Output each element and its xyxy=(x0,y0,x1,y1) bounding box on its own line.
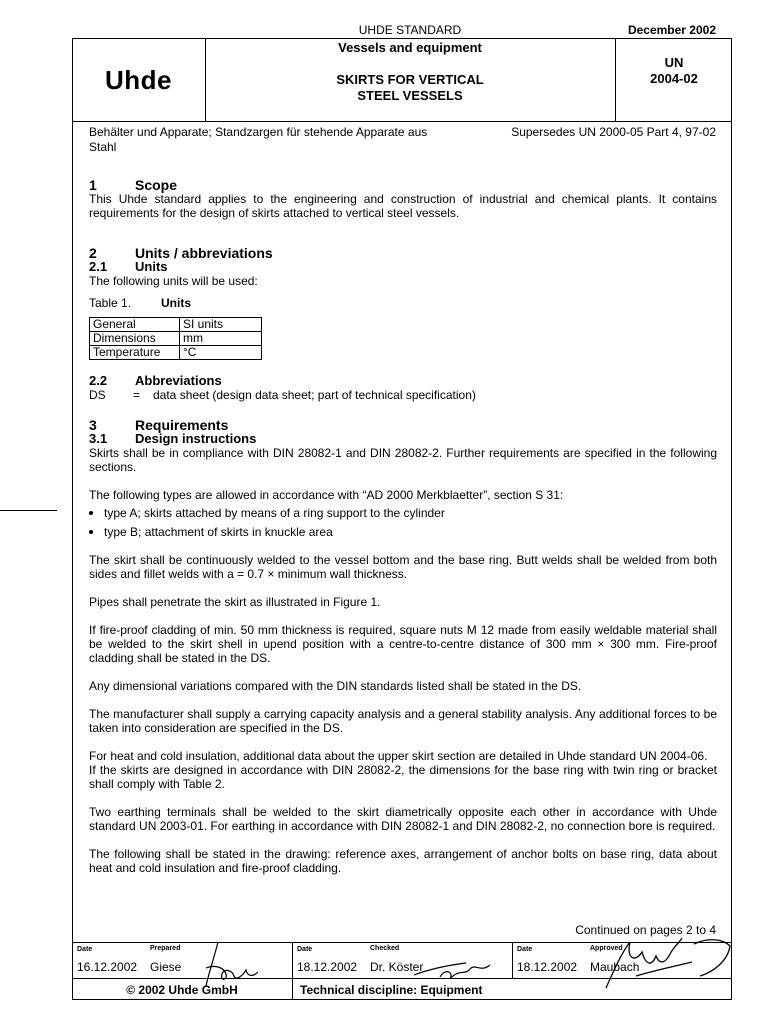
paragraph: Pipes shall penetrate the skirt as illustrated in Figure 1. xyxy=(89,595,381,609)
scope-text: This Uhde standard applies to the engineering and construction of industrial and chemical plants. It contains requirements for the design of skirts attached to vertical steel vessels. xyxy=(89,192,717,220)
section-number: 2.2 xyxy=(89,373,108,388)
paragraph: For heat and cold insulation, additional data about the upper skirt section are detailed in Uhde standard UN 2004-06. xyxy=(89,749,708,763)
footer-divider xyxy=(292,942,293,1000)
signature-prepared xyxy=(196,938,266,988)
abbreviation-row xyxy=(89,388,717,402)
section-title: Scope xyxy=(135,177,178,193)
doc-prefix: UN xyxy=(664,55,684,70)
section-3-heading xyxy=(89,418,717,432)
prepared-name: Giese xyxy=(150,960,182,974)
copyright: © 2002 Uhde GmbH xyxy=(126,983,238,997)
german-title: Behälter und Apparate; Standzargen für stehende Apparate aus Stahl xyxy=(89,125,428,154)
table-number: Table 1. xyxy=(89,296,132,310)
paragraph: Skirts shall be in compliance with DIN 28082-1 and DIN 28082-2. Further requirements are specified in the following sections. xyxy=(89,446,717,474)
abbreviation-equals: = xyxy=(133,388,141,402)
table-cell: °C xyxy=(180,346,262,360)
list-item xyxy=(89,506,717,520)
list-item xyxy=(89,525,717,539)
doc-number-block xyxy=(616,55,732,87)
header-category: Vessels and equipment xyxy=(338,40,482,55)
uhde-logo: Uhde xyxy=(105,64,172,95)
paragraph: The following shall be stated in the drawing: reference axes, arrangement of anchor bolts on base ring, data about heat and cold insulation and fire-proof cladding. xyxy=(89,847,717,875)
section-number: 3 xyxy=(89,417,97,433)
section-2-1-heading xyxy=(89,260,717,274)
paragraph: If fire-proof cladding of min. 50 mm thickness is required, square nuts M 12 made from easily weldable material shall be welded to the skirt shell in upend position with a centre-to-centre distance of 300 mm × 300 mm. Fire-proof cladding shall be stated in the DS. xyxy=(89,623,717,665)
section-title: Design instructions xyxy=(135,431,257,446)
table-caption xyxy=(89,296,717,310)
table-cell: SI units xyxy=(180,318,262,332)
footer-divider xyxy=(512,942,513,978)
paragraph: The manufacturer shall supply a carrying capacity analysis and a general stability analysis. Any additional forces to be taken into consideration are specified in the DS. xyxy=(89,707,717,735)
section-2-heading xyxy=(89,246,717,260)
bullet-icon xyxy=(89,511,93,515)
paragraph: Any dimensional variations compared with the DIN standards listed shall be stated in the DS. xyxy=(89,679,582,693)
abbreviation-value: data sheet (design data sheet; part of technical specification) xyxy=(153,388,476,402)
section-number: 3.1 xyxy=(89,431,108,446)
signature-approved xyxy=(596,932,736,994)
document-body xyxy=(89,178,717,875)
section-title: Abbreviations xyxy=(135,373,222,388)
table-cell: Temperature xyxy=(90,346,180,360)
approved-name: Maubach xyxy=(590,960,640,974)
issue-date: December 2002 xyxy=(627,23,716,37)
signature-checked xyxy=(410,955,500,985)
approved-date: 18.12.2002 xyxy=(517,960,578,974)
abbreviation-key: DS xyxy=(89,388,106,402)
checked-name: Dr. Köster xyxy=(370,960,424,974)
table-row xyxy=(90,332,262,346)
table-row xyxy=(90,346,262,360)
section-1-heading xyxy=(89,178,717,192)
continued-note: Continued on pages 2 to 4 xyxy=(575,923,716,937)
footer-label-prepared: Prepared xyxy=(150,945,181,952)
table-cell: General xyxy=(90,318,180,332)
table-row xyxy=(90,318,262,332)
technical-discipline: Technical discipline: Equipment xyxy=(300,983,483,997)
section-title: Units xyxy=(135,259,168,274)
checked-date: 18.12.2002 xyxy=(297,960,358,974)
footer-label-date: Date xyxy=(517,946,533,953)
section-title: Units / abbreviations xyxy=(135,245,273,261)
paragraph: The skirt shall be continuously welded to the vessel bottom and the base ring. Butt welds shall be welded from both sides and fillet welds with a = 0.7 × minimum wall thickness. xyxy=(89,553,717,581)
units-intro: The following units will be used: xyxy=(89,274,258,288)
section-number: 1 xyxy=(89,177,97,193)
table-cell: mm xyxy=(180,332,262,346)
section-3-1-heading xyxy=(89,432,717,446)
bullet-icon xyxy=(89,530,93,534)
footer-label-checked: Checked xyxy=(370,945,400,952)
paragraph: The following types are allowed in accordance with “AD 2000 Merkblaetter”, section S 31: xyxy=(89,488,564,502)
section-number: 2.1 xyxy=(89,259,108,274)
standard-label: UHDE STANDARD xyxy=(358,23,462,37)
table-title: Units xyxy=(161,296,191,310)
list-item-text: type A; skirts attached by means of a ring support to the cylinder xyxy=(104,506,445,520)
section-number: 2 xyxy=(89,245,97,261)
header-title-line1: SKIRTS FOR VERTICAL xyxy=(336,72,484,87)
units-table xyxy=(89,317,262,360)
supersedes-note: Supersedes UN 2000-05 Part 4, 97-02 xyxy=(511,125,716,139)
section-title: Requirements xyxy=(135,417,229,433)
header-title-line2: STEEL VESSELS xyxy=(357,88,463,103)
footer-label-date: Date xyxy=(77,946,93,953)
paragraph: Two earthing terminals shall be welded to the skirt diametrically opposite each other in accordance with Uhde standard UN 2003-01. For earthing in accordance with DIN 28082-1 and DIN 28082-2, no connection bore is required. xyxy=(89,805,717,833)
paragraph: If the skirts are designed in accordance with DIN 28082-2, the dimensions for the base ring with twin ring or bracket shall comply with Table 2. xyxy=(89,763,717,791)
footer-label-approved: Approved xyxy=(590,945,623,952)
margin-mark xyxy=(0,510,57,511)
footer-label-date: Date xyxy=(297,946,313,953)
list-item-text: type B; attachment of skirts in knuckle area xyxy=(104,525,333,539)
header-title-block xyxy=(206,40,614,104)
table-cell: Dimensions xyxy=(90,332,180,346)
prepared-date: 16.12.2002 xyxy=(77,960,138,974)
section-2-2-heading xyxy=(89,374,717,388)
doc-number: 2004-02 xyxy=(650,71,698,86)
